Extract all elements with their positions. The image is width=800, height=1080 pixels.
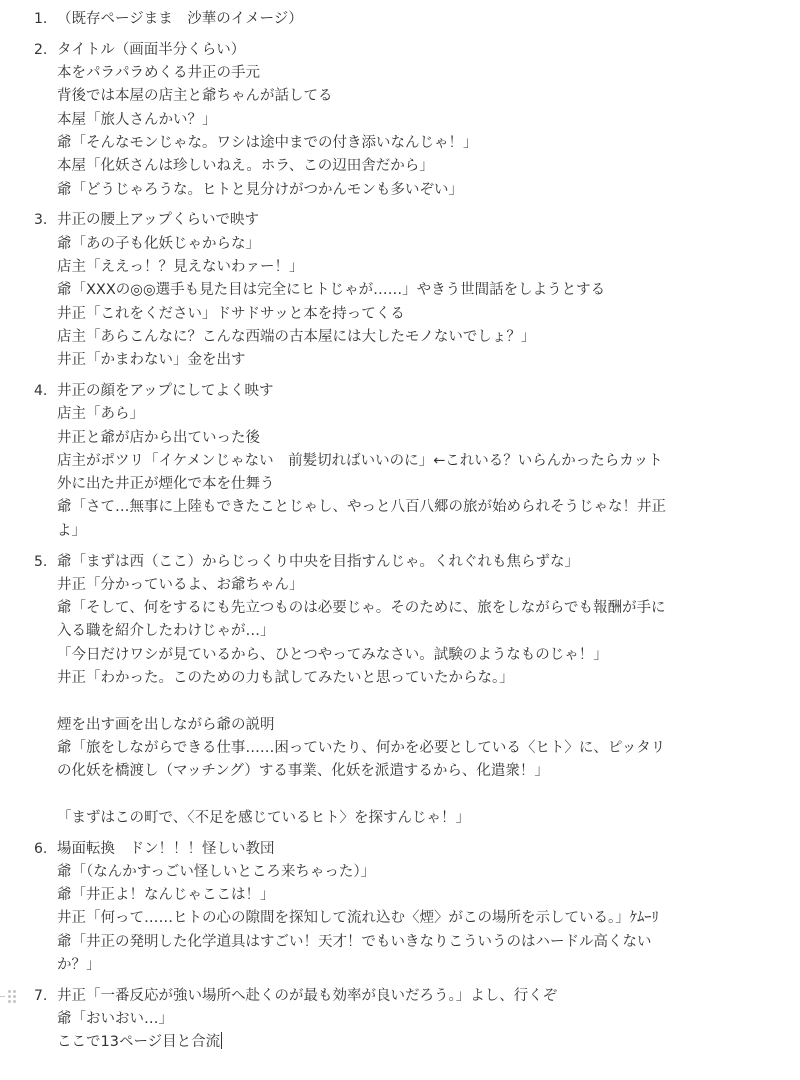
drag-handle-icon[interactable] — [0, 985, 30, 1008]
text-line: 店主「あら」 — [57, 406, 144, 423]
text-line: の化妖を橋渡し（マッチング）する事業、化妖を派遣するから、化遣衆！」 — [57, 763, 549, 780]
text-line: ここで13ページ目と合流 — [57, 1034, 221, 1051]
text-line: （既存ページまま 沙華のイメージ） — [57, 11, 303, 27]
text-line: 「今日だけワシが見ているから、ひとつやってみなさい。試験のようなものじゃ！」 — [57, 646, 608, 663]
text-line: 爺「井正よ！なんじゃここは！」 — [57, 887, 275, 904]
text-line: 爺「さて…無事に上陸もできたことじゃし、やっと八百八郷の旅が始められそうじゃな！井正 — [57, 499, 666, 516]
text-line: 背後では本屋の店主と爺ちゃんが話してる — [57, 88, 333, 105]
text-line: 爺「（なんかすっごい怪しいところ来ちゃった）」 — [57, 863, 376, 880]
list-number: 7. — [34, 987, 48, 1004]
text-line: 場面転換 ドン！！！怪しい教団 — [57, 840, 275, 857]
list-item[interactable] — [0, 8, 800, 31]
text-line: 本をパラパラめくる井正の手元 — [57, 65, 260, 82]
text-line: 井正「かまわない」金を出す — [57, 352, 246, 369]
text-line: 店主「あらこんなに？こんな西端の古本屋には大したモノないでしょ？」 — [57, 328, 536, 345]
text-line: 爺「どうじゃろうな。ヒトと見分けがつかんモンも多いぞい」 — [57, 181, 463, 198]
list-number: 1. — [34, 11, 48, 27]
text-line: 井正の顔をアップにしてよく映す — [57, 382, 274, 399]
text-line — [57, 784, 730, 807]
list-item[interactable] — [0, 380, 800, 543]
list-item[interactable] — [0, 838, 800, 978]
text-line: 爺「おいおい…」 — [57, 1011, 173, 1028]
text-line: 爺「そして、何をするにも先立つものは必要じゃ。そのために、旅をしながらでも報酬が手に — [57, 600, 666, 617]
list-item[interactable] — [0, 551, 800, 831]
list-number: 2. — [34, 41, 48, 58]
text-line: 煙を出す画を出しながら爺の説明 — [57, 716, 275, 733]
text-line: 爺「旅をしながらできる仕事……困っていたり、何かを必要としている〈ヒト〉に、ピッタリ — [57, 739, 666, 756]
text-line: 井正「何って……ヒトの心の隙間を探知して流れ込む〈煙〉がこの場所を示している。」ｹﾑｰﾘ — [57, 910, 659, 927]
text-line: 本屋「化妖さんは珍しいねえ。ホラ、この辺田舎だから」 — [57, 158, 434, 175]
list-item[interactable] — [0, 985, 800, 1055]
text-line: 井正と爺が店から出ていった後 — [57, 429, 260, 446]
list-item[interactable] — [0, 209, 800, 372]
text-line: 井正の腰上アップくらいで映す — [57, 212, 259, 229]
text-line: 爺「そんなモンじゃな。ワシは途中までの付き添いなんじゃ！」 — [57, 134, 478, 151]
text-line: 爺「まずは西（ここ）からじっくり中央を目指すんじゃ。くれぐれも焦らずな」 — [57, 553, 579, 570]
list-item[interactable] — [0, 39, 800, 202]
text-line: 店主がポツリ「イケメンじゃない 前髪切ればいいのに」←これいる？いらんかったらカット — [57, 452, 663, 469]
text-line: 店主「ええっ！？見えないわァー！」 — [57, 258, 304, 275]
text-line: 爺「井正の発明した化学道具はすごい！天才！でもいきなりこういうのはハードル高くない — [57, 933, 652, 950]
text-line: 本屋「旅人さんかい？」 — [57, 111, 217, 128]
text-line: 井正「わかった。このための力も試してみたいと思っていたからな。」 — [57, 670, 514, 687]
text-line — [57, 690, 730, 713]
text-line: 「まずはこの町で、〈不足を感じているヒト〉を探すんじゃ！」 — [57, 809, 470, 826]
list-number: 5. — [34, 553, 48, 570]
list-number: 3. — [34, 212, 48, 229]
text-line: 井正「これをください」ドサドサッと本を持ってくる — [57, 305, 405, 322]
text-line: 入る職を紹介したわけじゃが…」 — [57, 623, 275, 640]
text-cursor — [221, 1032, 222, 1049]
text-line: 爺「XXXの◎◎選手も見た目は完全にヒトじゃが……」やきう世間話をしようとする — [57, 282, 606, 299]
text-line: 爺「あの子も化妖じゃからな」 — [57, 235, 260, 252]
list-number: 6. — [34, 840, 48, 857]
text-line: 井正「分かっているよ、お爺ちゃん」 — [57, 576, 304, 593]
list-number: 4. — [34, 382, 48, 399]
text-line: 井正「一番反応が強い場所へ赴くのが最も効率が良いだろう。」よし、行くぞ — [57, 987, 558, 1004]
text-line: 外に出た井正が煙化で本を仕舞う — [57, 476, 275, 493]
text-line: よ」 — [57, 522, 86, 539]
document-body — [0, 8, 800, 1062]
text-line: か？」 — [57, 957, 101, 974]
text-line: タイトル（画面半分くらい） — [57, 41, 246, 58]
